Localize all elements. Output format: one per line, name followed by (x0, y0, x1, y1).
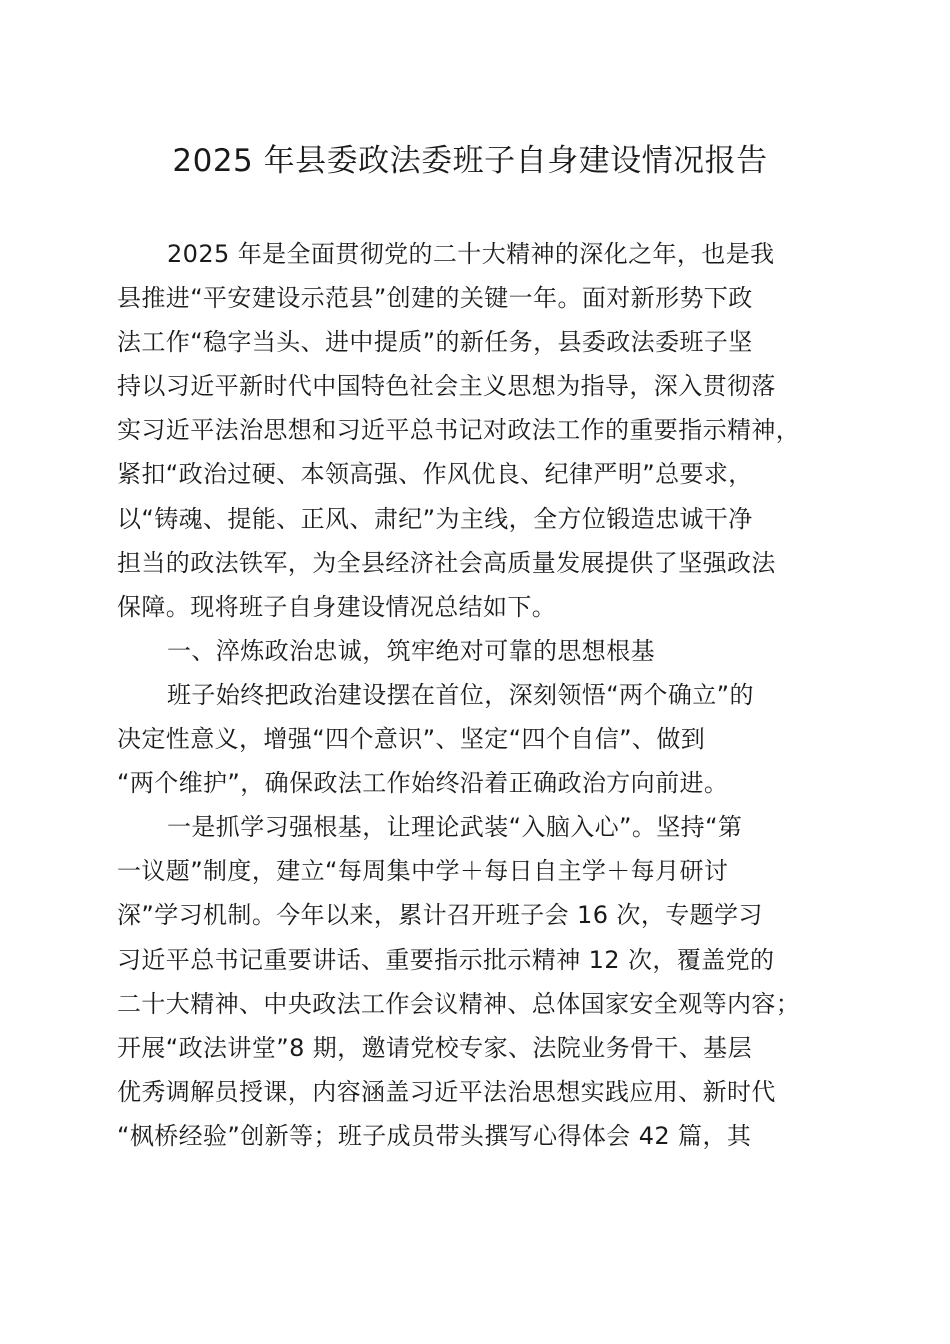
paragraph-line: 紧扣“政治过硬、本领高强、作风优良、纪律严明”总要求， (117, 460, 753, 489)
paragraph-line: “枫桥经验”创新等；班子成员带头撰写心得体会 42 篇，其 (117, 1121, 752, 1150)
paragraph-line: 持以习近平新时代中国特色社会主义思想为指导，深入贯彻落 (117, 372, 776, 401)
paragraph-line: 实习近平法治思想和习近平总书记对政法工作的重要指示精神， (117, 416, 801, 445)
paragraph-line: 2025 年是全面贯彻党的二十大精神的深化之年，也是我 (167, 240, 775, 268)
section-heading: 一、淬炼政治忠诚，筑牢绝对可靠的思想根基 (167, 636, 655, 665)
paragraph-line: 习近平总书记重要讲话、重要指示批示精神 12 次，覆盖党的 (117, 945, 775, 974)
paragraph-line: “两个维护”，确保政法工作始终沿着正确政治方向前进。 (117, 769, 729, 798)
paragraph-line: 县推进“平安建设示范县”创建的关键一年。面对新形势下政 (117, 284, 753, 313)
paragraph-line: 一是抓学习强根基，让理论武装“入脑入心”。坚持“第 (167, 813, 743, 842)
paragraph-line: 优秀调解员授课，内容涵盖习近平法治思想实践应用、新时代 (117, 1077, 776, 1106)
paragraph-line: 担当的政法铁军，为全县经济社会高质量发展提供了坚强政法 (117, 548, 776, 577)
paragraph-line: 法工作“稳字当头、进中提质”的新任务，县委政法委班子坚 (117, 328, 753, 357)
paragraph-line: 二十大精神、中央政法工作会议精神、总体国家安全观等内容； (117, 989, 801, 1018)
paragraph-line: 决定性意义，增强“四个意识”、坚定“四个自信”、做到 (117, 725, 706, 754)
paragraph-line: 一议题”制度，建立“每周集中学＋每日自主学＋每月研讨 (117, 857, 729, 886)
paragraph-line: 保障。现将班子自身建设情况总结如下。 (117, 592, 557, 621)
paragraph-line: 开展“政法讲堂”8 期，邀请党校专家、法院业务骨干、基层 (117, 1033, 752, 1062)
paragraph-line: 班子始终把政治建设摆在首位，深刻领悟“两个确立”的 (167, 680, 754, 709)
paragraph-line: 以“铸魂、提能、正风、肃纪”为主线，全方位锻造忠诚干净 (117, 504, 753, 533)
document-title: 2025 年县委政法委班子自身建设情况报告 (172, 143, 768, 179)
document-body (117, 232, 837, 1158)
paragraph-line: 深”学习机制。今年以来，累计召开班子会 16 次，专题学习 (117, 901, 763, 930)
